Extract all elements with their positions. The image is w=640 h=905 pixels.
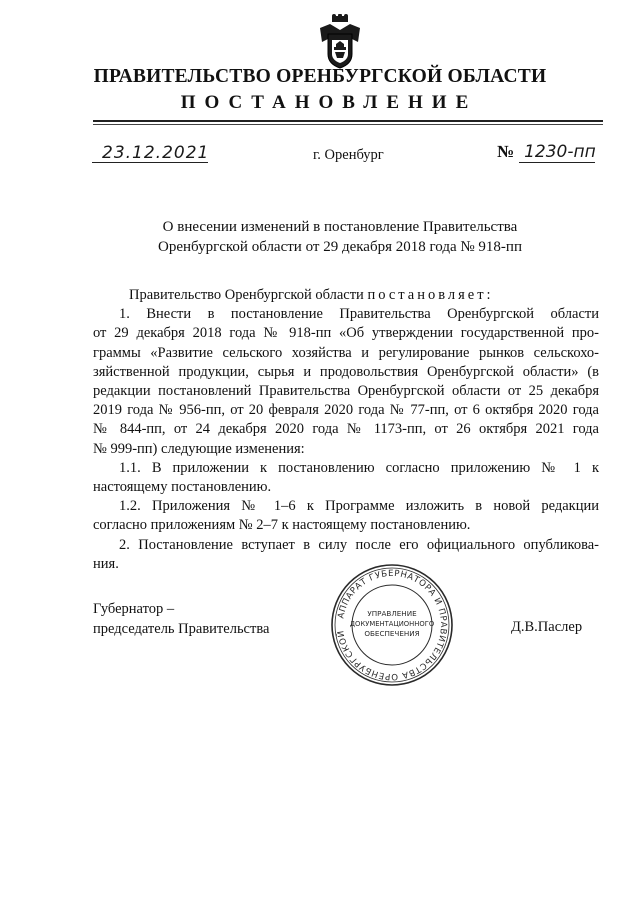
- paragraph-line: № 999-пп) следующие изменения:: [93, 440, 305, 457]
- document-date: [92, 143, 210, 163]
- coat-of-arms-icon: [316, 14, 364, 70]
- signatory-position: [93, 599, 269, 639]
- paragraph-line: 2. Постановление вступает в силу после его официального опубликова-: [119, 536, 599, 553]
- city: г. Оренбург: [313, 147, 384, 163]
- document-kind: ПОСТАНОВЛЕНИЕ: [180, 92, 478, 113]
- paragraph-line: 2019 года № 956-пп, от 20 февраля 2020 года № 77-пп, от 6 октября 2020 года: [93, 402, 599, 419]
- seal-center-line: УПРАВЛЕНИЕ: [367, 609, 417, 618]
- paragraph-line: 1.1. В приложении к постановлению согласно приложению № 1 к: [119, 459, 599, 476]
- signatory-name: Д.В.Паслер: [511, 619, 583, 635]
- seal-center-line: ДОКУМЕНТАЦИОННОГО: [349, 620, 435, 628]
- intro-verb: постановляет:: [367, 287, 494, 303]
- paragraph-line: редакции постановлений Правительства Оренбургской области от 25 декабря: [93, 383, 599, 400]
- document-subject: [100, 217, 580, 257]
- paragraph-line: граммы «Развитие сельского хозяйства и регулирование рынков сельскохо-: [93, 344, 599, 361]
- paragraph-line: 1. Внести в постановление Правительства Оренбургской области: [119, 306, 599, 323]
- header-rule: [93, 120, 603, 122]
- paragraph-line: 1.2. Приложения № 1–6 к Программе изложить в новой редакции: [119, 498, 599, 515]
- header-rule-thin: [93, 124, 603, 125]
- paragraph-line: от 29 декабря 2018 года № 918-пп «Об утверждении государственной про-: [93, 325, 599, 342]
- subject-line: Оренбургской области от 29 декабря 2018 года № 918-пп: [158, 239, 522, 255]
- document-number: [497, 142, 596, 162]
- paragraph-line: зяйственной продукции, сырья и продовольствия Оренбургской области» (в: [93, 363, 599, 380]
- seal-ring-text: АППАРАТ ГУБЕРНАТОРА И ПРАВИТЕЛЬСТВА ОРЕНБУРГСКОЙ: [336, 568, 449, 682]
- paragraph-line: настоящему постановлению.: [93, 479, 272, 496]
- date-underline: [92, 162, 208, 163]
- official-seal: [330, 563, 454, 687]
- paragraph-line: № 844-пп, от 24 декабря 2020 года № 1173-пп, от 26 октября 2021 года: [93, 421, 599, 438]
- subject-line: О внесении изменений в постановление Правительства: [162, 219, 518, 235]
- position-line: председатель Правительства: [93, 621, 270, 637]
- number-sign: №: [497, 142, 515, 161]
- position-line: Губернатор –: [93, 601, 175, 617]
- date-value: 23.12.2021: [102, 143, 210, 163]
- number-value: 1230-пп: [524, 142, 596, 162]
- intro-text: Правительство Оренбургской области: [129, 287, 368, 303]
- intro-line: [93, 286, 599, 305]
- number-underline: [519, 162, 595, 163]
- document-body: [93, 286, 599, 574]
- seal-center-line: ОБЕСПЕЧЕНИЯ: [364, 629, 420, 638]
- paragraph-line: согласно приложениям № 2–7 к настоящему постановлению.: [93, 517, 471, 534]
- paragraph-line: ния.: [93, 555, 119, 572]
- government-title: ПРАВИТЕЛЬСТВО ОРЕНБУРГСКОЙ ОБЛАСТИ: [93, 66, 547, 87]
